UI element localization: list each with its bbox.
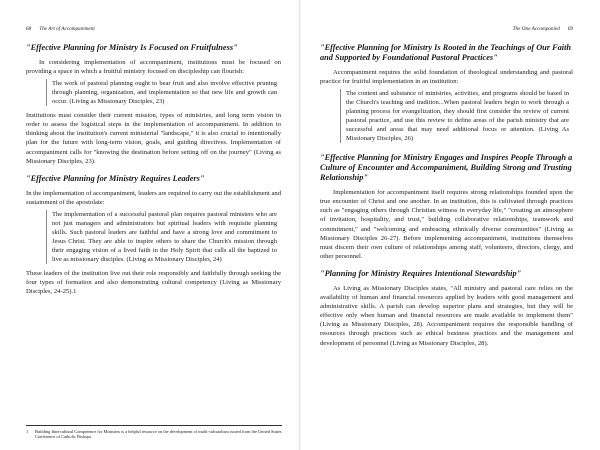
section-heading-fruitfulness: "Effective Planning for Ministry Is Focused on Fruitfulness" [26,43,238,52]
left-running-head [26,26,281,32]
leaders-intro: In the implementation of accompaniment, leaders are required to carry out the establishment and sustainment of the apostolate: [26,189,281,206]
leaders-quote: The implementation of a successful pastoral plan requires pastoral ministers who are not just managers and administrators but spiritual leaders with requisite planning skills. Such pastoral leaders are faithful and have a strong love and commitment to Jesus Christ. They are able to inspire others to share the Church's mission through their engaging vision of a lived faith in the Holy Spirit that calls all the baptized to live as missionary disciples. (Living as Missionary Disciples, 24) [46,210,277,264]
section-heading-encounter: "Effective Planning for Ministry Engages and Inspires People Through a Culture of Encounter and Accompaniment, Building Strong and Trusting Relationship" [320,153,573,183]
right-page [300,0,600,450]
section-heading-stewardship: "Planning for Ministry Requires Intentional Stewardship" [320,268,522,278]
teachings-intro: Accompaniment requires the solid foundation of theological understanding and pastoral practice for fruitful implementation in an institution: [320,69,573,86]
leaders-body: These leaders of the institution live out their role responsibly and faithfully through seeking the four types of formation and also demonstrating cultural competency (Living as Missionary Disciples, 24-25).1 [26,269,281,296]
footnote-text: Building Intercultural Competence for Ministers is a helpful resource on the development of multi-culturalism issued from the United States Conference of Catholic Bishops. [35,429,282,439]
footnote-number: 1 [26,429,29,434]
right-page-number: 69 [567,26,573,32]
right-running-head [320,26,573,32]
section-heading-teachings: "Effective Planning for Ministry Is Rooted in the Teachings of Our Faith and Supported by Foundational Pastoral Practices" [320,43,572,62]
left-running-title: The Art of Accompaniment [39,26,95,32]
left-page-number: 68 [26,26,32,32]
footnote [26,425,282,439]
encounter-body: Implementation for accompaniment itself requires strong relationships founded upon the true encounter of Christ and one another. In an institution, this is cultivated through practices such as "engaging others through Christian witness in everyday life," "creating an atmosphere of invitation, hospitality, and trust," building collaborative relationships, teamwork and commitment," and "welcoming and embracing ethnically diverse communities" (Living as Missionary Disciples 26-27). Before implementing accompaniment, institutions themselves must discern their own culture of relationships among staff, volunteers, directors, clergy, and other personnel. [320,189,573,260]
right-running-title: The One Accompanied [512,26,560,32]
section-heading-leaders: "Effective Planning for Ministry Requires Leaders" [26,173,205,183]
fruitfulness-intro: In considering implementation of accompaniment, institutions must be focused on providing a space in which a fruitful ministry focused on discipleship can flourish: [26,59,281,76]
fruitfulness-body: Institutions must consider their current mission, types of ministries, and long term vision in order to assess the logistical steps in the implementation of accompaniment. In addition to thinking about the institution's current ministerial "landscape," it is also crucial to intentionally plan for the future with long-term vision, goals, and guiding directives. Implementation of accompaniment calls for "knowing the destination before setting off on the journey" (Living as Missionary Disciples, 23). [26,112,281,165]
fruitfulness-quote: The work of pastoral planning ought to bear fruit and also involve effective pruning through planning, organization, and implementation so that new life and growth can occur. (Living as Missionary Disciples, 23) [46,79,277,106]
stewardship-body: As Living as Missionary Disciples states, "All ministry and pastoral care relies on the availability of human and financial resources applied by leaders with good management and administrative skills. A parish can develop superior plans and strategies, but they will be effective only when human and financial resources are made available to implement them" (Living as Missionary Disciples, 28). Accompaniment requires the responsible handling of resources through practices such as ethical business practices and the management and development of personnel (Living as Missionary Disciples, 28). [320,284,573,347]
teachings-quote: The content and substance of ministries, activities, and programs should be based in the Church's teaching and tradition...When pastoral leaders begin to work through a planning process for evangelization, they should first consider the review of current pastoral practice, and use this review to define areas of the parish ministry that are successful and areas that may need additional focus or attention. (Living As Missionary Disciples, 26) [340,89,569,143]
